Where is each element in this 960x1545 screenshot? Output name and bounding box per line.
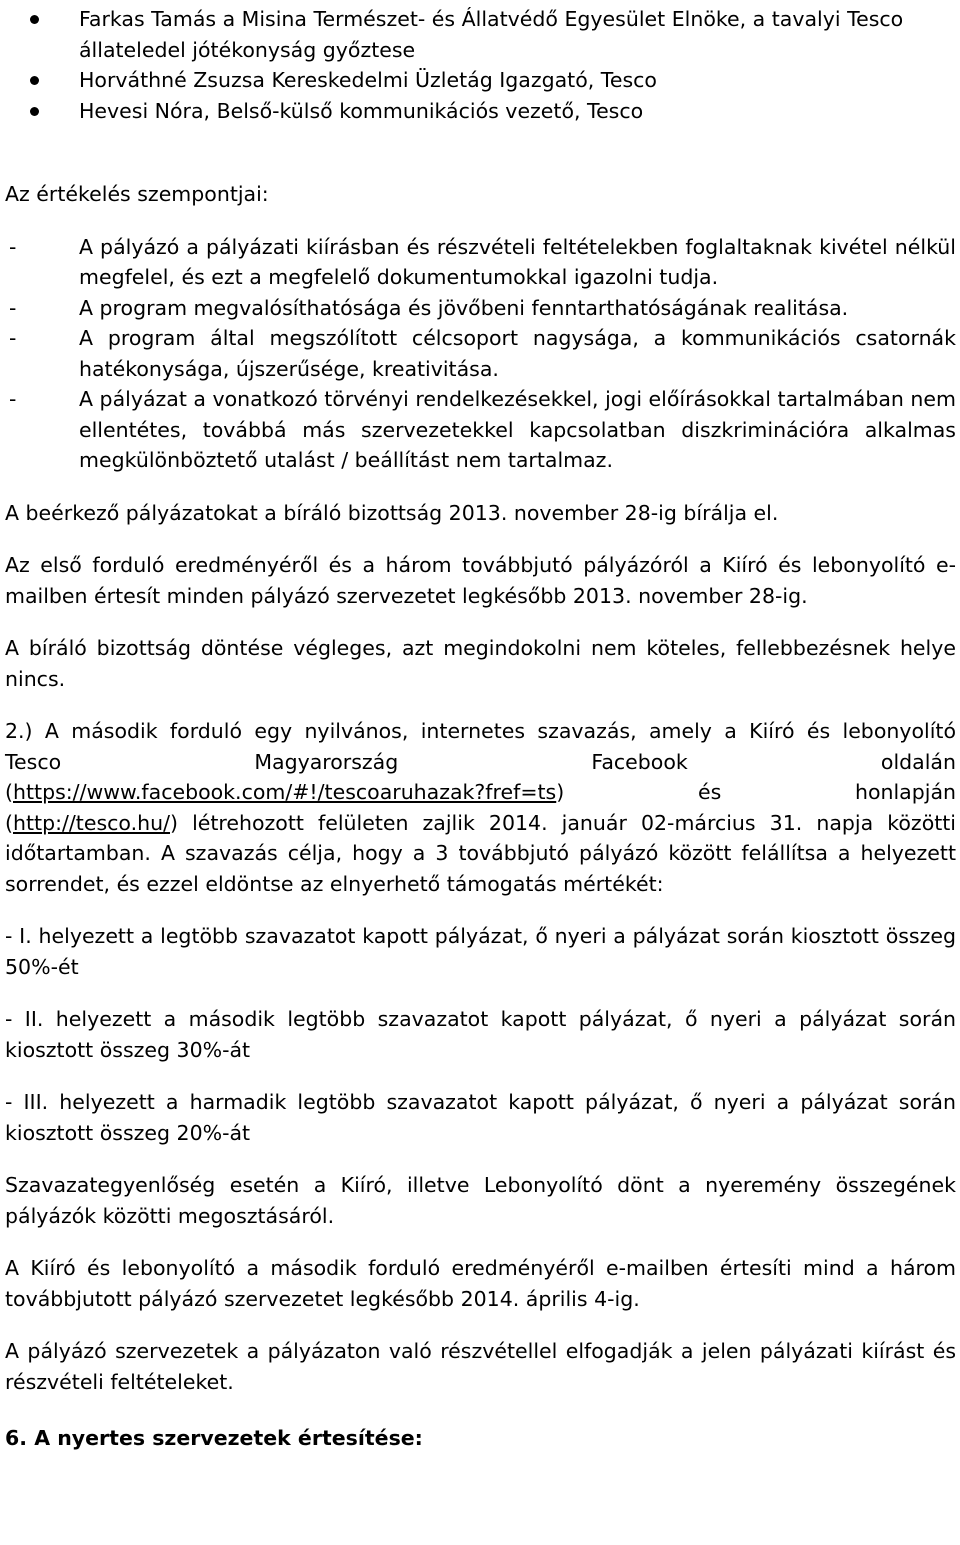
second-round-line: Tesco Magyarország Facebook oldalán [5,749,956,774]
list-item: - A program megvalósíthatósága és jövőbeni fenntarthatóságának realitása. [9,295,849,320]
second-round-line: 2.) A második forduló egy nyilvános, internetes szavazás, amely a Kiíró és lebonyolító [5,719,956,743]
list-item: - A pályázat a vonatkozó törvényi rendelkezésekkel, jogi előírásokkal tartalmában nem ellentétes, továbbá más szervezetekkel kapcsolatban diszkriminációra alkalmas megkülönböztető utalást / beállítást nem tartalmaz. [9,387,956,472]
list-item: Hevesi Nóra, Belső-külső kommunikációs vezető, Tesco [5,96,956,127]
criteria-title: Az értékelés szempontjai: [5,182,269,206]
list-item: - A pályázó a pályázati kiírásban és részvételi feltételekben foglaltaknak kivétel nélkül megfelel, és ezt a megfelelő dokumentumokkal igazolni tudja. [9,234,956,289]
homepage-link[interactable]: http://tesco.hu/ [13,810,170,835]
second-round-line: (https://www.facebook.com/#!/tescoaruhazak?fref=ts) és honlapján [5,780,957,804]
paragraph-first-place: - I. helyezett a legtöbb szavazatot kapott pályázat, ő nyeri a pályázat során kiosztott összeg 50%-ét [5,924,956,979]
list-item: - A program által megszólított célcsoport nagysága, a kommunikációs csatornák hatékonysága, újszerűsége, kreativitása. [9,326,956,381]
paragraph-final-decision: A bíráló bizottság döntése végleges, azt megindokolni nem köteles, fellebbezésnek helye nincs. [5,636,956,691]
section-heading: 6. A nyertes szervezetek értesítése: [5,1426,423,1450]
paragraph-tie: Szavazategyenlőség esetén a Kiíró, illetve Lebonyolító dönt a nyeremény összegének pályázók közötti megosztásáról. [5,1173,956,1228]
paragraph-first-round: Az első forduló eredményéről és a három továbbjutó pályázóról a Kiíró és lebonyolító e-mailben értesít minden pályázó szervezetet legkésőbb 2013. november 28-ig. [5,553,956,608]
paragraph-acceptance: A pályázó szervezetek a pályázaton való részvétellel elfogadják a jelen pályázati kiírást és részvételi feltételeket. [5,1339,956,1394]
paragraph-second-round [5,716,956,899]
list-item: Horváthné Zsuzsa Kereskedelmi Üzletág Igazgató, Tesco [5,65,956,96]
paragraph-second-place: - II. helyezett a második legtöbb szavazatot kapott pályázat, ő nyeri a pályázat során kiosztott összeg 30%-át [5,1007,956,1062]
paragraph-deadline: A beérkező pályázatokat a bíráló bizottság 2013. november 28-ig bírálja el. [5,500,779,525]
facebook-link[interactable]: https://www.facebook.com/#!/tescoaruhazak?fref=ts [13,780,557,804]
paragraph-third-place: - III. helyezett a harmadik legtöbb szavazatot kapott pályázat, ő nyeri a pályázat során kiosztott összeg 20%-át [5,1090,956,1145]
jury-member-list [5,4,956,126]
second-round-rest: (http://tesco.hu/) létrehozott felületen zajlik 2014. január 02-március 31. napja közötti időtartamban. A szavazás célja, hogy a 3 továbbjutó pályázó között felállítsa a helyezett sorrendet, és ezzel eldöntse az elnyerhető támogatás mértékét: [5,810,957,896]
criteria-list [5,232,956,476]
paragraph-notification: A Kiíró és lebonyolító a második forduló eredményéről e-mailben értesíti mind a három továbbjutott pályázó szervezetet legkésőbb 2014. április 4-ig. [5,1256,956,1311]
list-item: Farkas Tamás a Misina Természet- és Állatvédő Egyesület Elnöke, a tavalyi Tesco állateledel jótékonyság győztese [5,4,956,65]
